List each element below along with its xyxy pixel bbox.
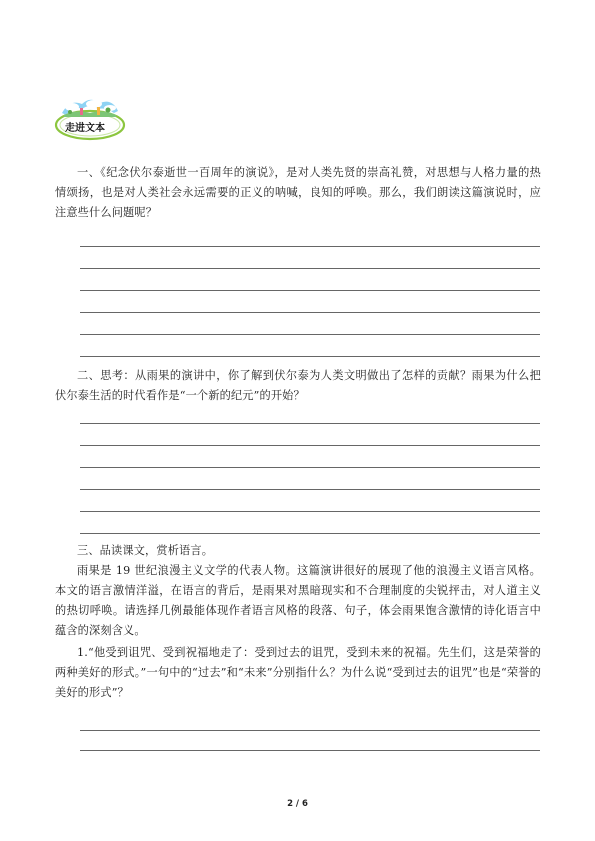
answer-line[interactable]: [80, 489, 540, 490]
question-1-text: 一、《纪念伏尔泰逝世一百周年的演说》，是对人类先贤的崇高礼赞，对思想与人格力量的热情颂扬，也是对人类社会永远需要的正义的呐喊，良知的呼唤。那么，我们朗读这篇演说时，应注意些什么问题呢？: [55, 166, 541, 219]
answer-line[interactable]: [80, 290, 540, 291]
answer-line[interactable]: [80, 268, 540, 269]
answer-line[interactable]: [80, 423, 540, 424]
answer-line[interactable]: [80, 511, 540, 512]
answer-line[interactable]: [80, 334, 540, 335]
answer-line[interactable]: [80, 246, 540, 247]
answer-line[interactable]: [80, 730, 540, 731]
answer-line[interactable]: [80, 356, 540, 357]
question-2-text: 二、思考：从雨果的演讲中，你了解到伏尔泰为人类文明做出了怎样的贡献？雨果为什么把伏尔泰生活的时代看作是“一个新的纪元”的开始？: [55, 369, 541, 402]
question-3-sub-1: 1.“他受到诅咒、受到祝福地走了：受到过去的诅咒，受到未来的祝福。先生们，这是荣誉的两种美好的形式。”一句中的“过去”和“未来”分别指什么？为什么说“受到过去的诅咒”也是“荣誉的美好的形式”？: [55, 646, 541, 699]
answer-line[interactable]: [80, 445, 540, 446]
question-3-intro: 雨果是 19 世纪浪漫主义文学的代表人物。这篇演讲很好的展现了他的浪漫主义语言风格。本文的语言激情洋溢，在语言的背后，是雨果对黑暗现实和不合理制度的尖锐抨击，对人道主义的热切呼唤。请选择几例最能体现作者语言风格的段落、句子，体会雨果饱含激情的诗化语言中蕴含的深刻含义。: [55, 564, 541, 637]
answer-line[interactable]: [80, 312, 540, 313]
question-3-heading: 三、品读课文，赏析语言。: [77, 544, 214, 557]
answer-line[interactable]: [80, 533, 540, 534]
page-number: 2 / 6: [287, 799, 308, 809]
answer-line[interactable]: [80, 467, 540, 468]
section-badge-label: 走进文本: [65, 123, 105, 134]
answer-line[interactable]: [80, 750, 540, 751]
